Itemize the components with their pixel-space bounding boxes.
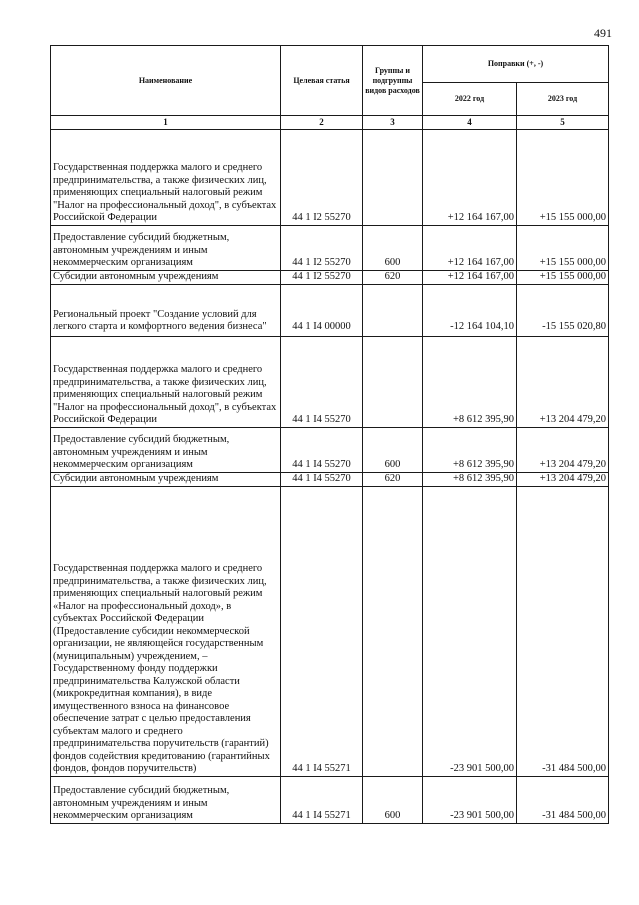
- row-name: Региональный проект "Создание условий для легкого старта и комфортного ведения бизнеса": [51, 284, 281, 336]
- row-amount-2022: +12 164 167,00: [423, 270, 517, 284]
- row-amount-2022: +8 612 395,90: [423, 336, 517, 427]
- table-row: [51, 427, 609, 472]
- row-name: Субсидии автономным учреждениям: [51, 472, 281, 486]
- row-group: 600: [363, 225, 423, 270]
- table-row: [51, 472, 609, 486]
- row-target-article: 44 1 I2 55270: [281, 225, 363, 270]
- header-amendments: Поправки (+, -): [423, 46, 609, 83]
- row-name: Государственная поддержка малого и среднего предпринимательства, а также физических лиц, применяющих специальный налоговый режим "Налог на профессиональный доход", в субъектах Российской Федерации: [51, 336, 281, 427]
- row-name: Государственная поддержка малого и среднего предпринимательства, а также физических лиц, применяющих специальный налоговый режим «Налог на профессиональный доход», в субъектах Российской Федерации (Предоставление субсидии некоммерческой организации, не являющейся государственным (муниципальным) учреждением, – Государственному фонду поддержки предпринимательства Калужской области (микрокредитная компания), в виде имущественного взноса на финансовое обеспечение затрат с целью предоставления субъектам малого и среднего предпринимательства поручительств (гарантий) фондов содействия кредитованию (гарантийных фондов, фондов поручительств): [51, 486, 281, 776]
- table-row: [51, 336, 609, 427]
- row-group: 620: [363, 270, 423, 284]
- header-year-2022: 2022 год: [423, 83, 517, 116]
- row-amount-2022: +12 164 167,00: [423, 129, 517, 225]
- row-name: Предоставление субсидий бюджетным, автономным учреждениям и иным некоммерческим организациям: [51, 225, 281, 270]
- column-number: 4: [423, 116, 517, 130]
- header-name: Наименование: [51, 46, 281, 116]
- row-target-article: 44 1 I4 55270: [281, 336, 363, 427]
- row-amount-2023: +15 155 000,00: [517, 129, 609, 225]
- row-target-article: 44 1 I4 55271: [281, 776, 363, 823]
- row-group: 600: [363, 427, 423, 472]
- table-row: [51, 776, 609, 823]
- row-name: Субсидии автономным учреждениям: [51, 270, 281, 284]
- row-amount-2022: +8 612 395,90: [423, 472, 517, 486]
- column-number: 3: [363, 116, 423, 130]
- table-row: [51, 225, 609, 270]
- table-row: [51, 486, 609, 776]
- row-target-article: 44 1 I4 55270: [281, 472, 363, 486]
- row-group: [363, 336, 423, 427]
- row-amount-2023: +13 204 479,20: [517, 472, 609, 486]
- table-header: [51, 46, 609, 130]
- table-row: [51, 129, 609, 225]
- column-number-row: [51, 116, 609, 130]
- row-name: Государственная поддержка малого и среднего предпринимательства, а также физических лиц, применяющих специальный налоговый режим "Налог на профессиональный доход", в субъектах Российской Федерации: [51, 129, 281, 225]
- row-amount-2023: +13 204 479,20: [517, 336, 609, 427]
- table-row: [51, 284, 609, 336]
- row-amount-2022: -12 164 104,10: [423, 284, 517, 336]
- row-amount-2023: +15 155 000,00: [517, 270, 609, 284]
- page-number: 491: [594, 26, 612, 40]
- header-target-article: Целевая статья: [281, 46, 363, 116]
- row-group: 600: [363, 776, 423, 823]
- row-amount-2023: -15 155 020,80: [517, 284, 609, 336]
- row-group: [363, 284, 423, 336]
- row-amount-2022: +8 612 395,90: [423, 427, 517, 472]
- column-number: 2: [281, 116, 363, 130]
- row-target-article: 44 1 I4 55271: [281, 486, 363, 776]
- row-amount-2022: -23 901 500,00: [423, 486, 517, 776]
- budget-amendments-table: [50, 45, 609, 824]
- row-amount-2023: -31 484 500,00: [517, 776, 609, 823]
- row-target-article: 44 1 I2 55270: [281, 270, 363, 284]
- row-name: Предоставление субсидий бюджетным, автономным учреждениям и иным некоммерческим организациям: [51, 427, 281, 472]
- row-amount-2022: +12 164 167,00: [423, 225, 517, 270]
- row-group: [363, 129, 423, 225]
- column-number: 1: [51, 116, 281, 130]
- row-amount-2022: -23 901 500,00: [423, 776, 517, 823]
- row-group: [363, 486, 423, 776]
- table-row: [51, 270, 609, 284]
- row-group: 620: [363, 472, 423, 486]
- row-target-article: 44 1 I4 55270: [281, 427, 363, 472]
- row-amount-2023: +13 204 479,20: [517, 427, 609, 472]
- header-year-2023: 2023 год: [517, 83, 609, 116]
- row-target-article: 44 1 I2 55270: [281, 129, 363, 225]
- row-amount-2023: +15 155 000,00: [517, 225, 609, 270]
- row-target-article: 44 1 I4 00000: [281, 284, 363, 336]
- column-number: 5: [517, 116, 609, 130]
- header-groups: Группы и подгруппы видов расходов: [363, 46, 423, 116]
- row-name: Предоставление субсидий бюджетным, автономным учреждениям и иным некоммерческим организациям: [51, 776, 281, 823]
- row-amount-2023: -31 484 500,00: [517, 486, 609, 776]
